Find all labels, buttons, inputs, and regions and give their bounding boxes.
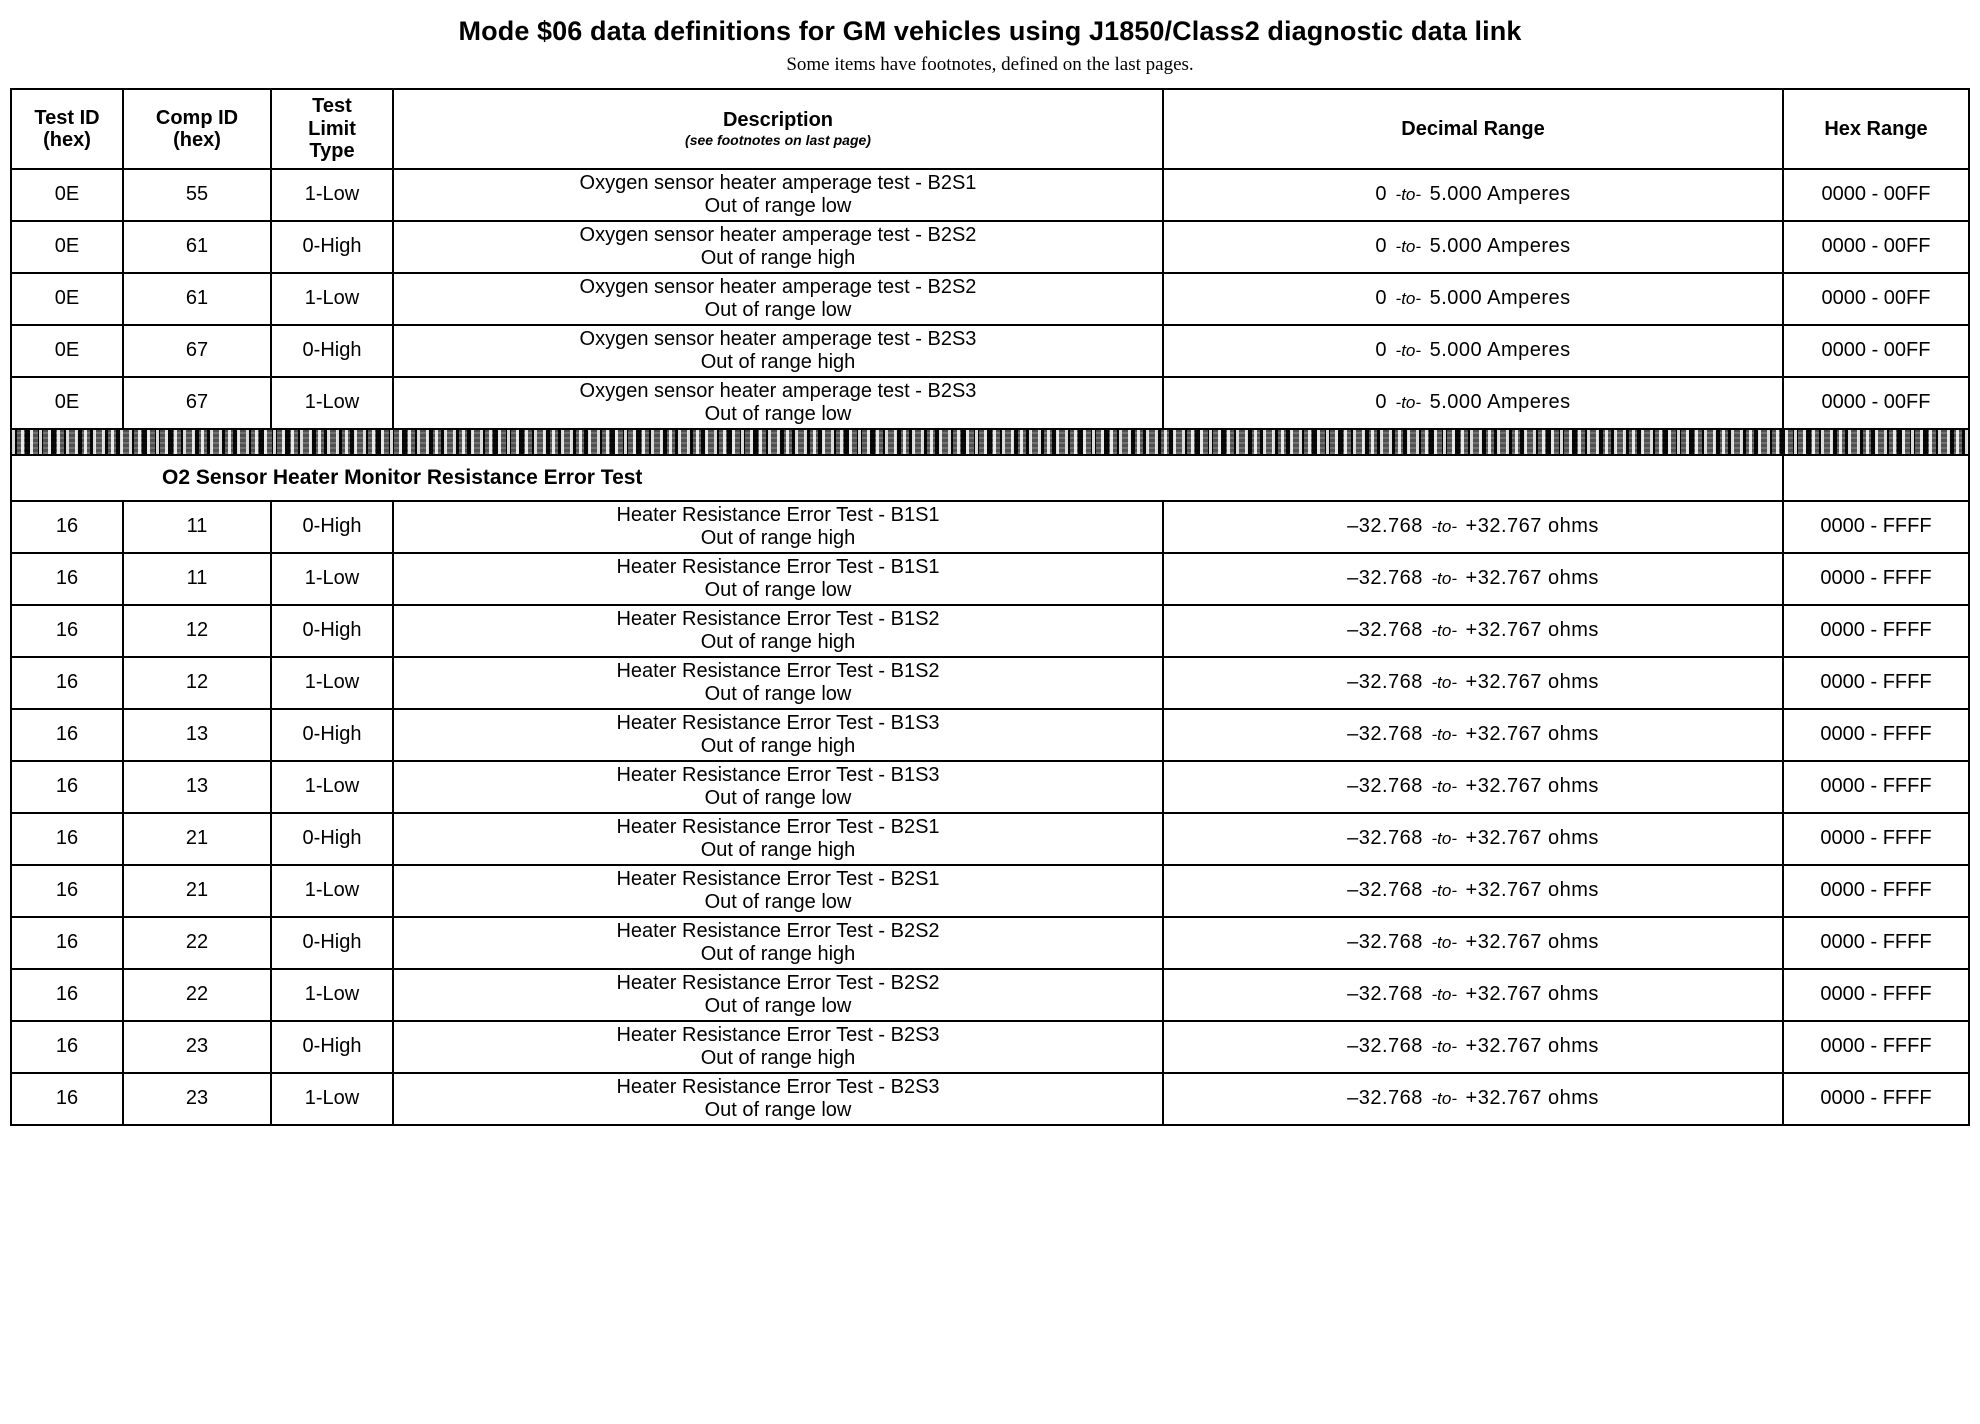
table-row [11, 273, 1969, 325]
decimal-range-high: +32.767 ohms [1465, 1087, 1599, 1110]
table-row [11, 709, 1969, 761]
decimal-range-high: +32.767 ohms [1465, 567, 1599, 590]
description-line-2: Out of range low [704, 579, 852, 601]
table-row [11, 917, 1969, 969]
section-header-empty-cell [1783, 455, 1969, 501]
table-row [11, 761, 1969, 813]
table-row [11, 605, 1969, 657]
cell-description [393, 917, 1163, 969]
decimal-range-low: –32.768 [1347, 671, 1423, 694]
cell-decimal-range [1163, 325, 1783, 377]
description-line-2: Out of range high [700, 1047, 856, 1069]
description-line-2: Out of range low [704, 195, 852, 217]
decimal-range-high: 5.000 Amperes [1429, 391, 1571, 414]
description-line-2: Out of range low [704, 1099, 852, 1121]
cell-test-id: 0E [11, 273, 123, 325]
cell-comp-id: 11 [123, 501, 271, 553]
table-row [11, 969, 1969, 1021]
cell-decimal-range [1163, 377, 1783, 429]
cell-description [393, 761, 1163, 813]
decimal-range-low: –32.768 [1347, 1035, 1423, 1058]
description-line-2: Out of range low [704, 891, 852, 913]
cell-decimal-range [1163, 917, 1783, 969]
cell-description [393, 969, 1163, 1021]
cell-test-id: 0E [11, 377, 123, 429]
decimal-range-separator: -to- [1431, 517, 1457, 537]
cell-comp-id: 21 [123, 865, 271, 917]
table-row [11, 865, 1969, 917]
description-line-1: Heater Resistance Error Test - B2S1 [616, 815, 940, 838]
decimal-range-low: –32.768 [1347, 879, 1423, 902]
cell-comp-id: 12 [123, 605, 271, 657]
cell-comp-id: 55 [123, 169, 271, 221]
description-line-1: Oxygen sensor heater amperage test - B2S2 [579, 223, 977, 246]
decimal-range-separator: -to- [1431, 621, 1457, 641]
cell-test-id: 16 [11, 553, 123, 605]
cell-test-id: 16 [11, 865, 123, 917]
cell-hex-range: 0000 - FFFF [1783, 761, 1969, 813]
cell-comp-id: 22 [123, 917, 271, 969]
cell-hex-range: 0000 - FFFF [1783, 709, 1969, 761]
description-line-1: Heater Resistance Error Test - B2S2 [616, 971, 940, 994]
table-header-row [11, 89, 1969, 169]
description-line-2: Out of range low [704, 299, 852, 321]
decimal-range-separator: -to- [1431, 829, 1457, 849]
description-line-1: Heater Resistance Error Test - B2S1 [616, 867, 940, 890]
description-line-1: Heater Resistance Error Test - B1S1 [616, 555, 940, 578]
description-line-1: Heater Resistance Error Test - B2S3 [616, 1075, 940, 1098]
description-line-1: Oxygen sensor heater amperage test - B2S3 [579, 327, 977, 350]
cell-test-limit-type: 1-Low [271, 169, 393, 221]
cell-decimal-range [1163, 221, 1783, 273]
cell-test-id: 16 [11, 1073, 123, 1125]
cell-decimal-range [1163, 709, 1783, 761]
description-line-1: Oxygen sensor heater amperage test - B2S3 [579, 379, 977, 402]
decimal-range-separator: -to- [1431, 933, 1457, 953]
cell-comp-id: 23 [123, 1073, 271, 1125]
cell-test-limit-type: 1-Low [271, 553, 393, 605]
cell-description [393, 657, 1163, 709]
cell-hex-range: 0000 - FFFF [1783, 813, 1969, 865]
decimal-range-low: –32.768 [1347, 567, 1423, 590]
description-line-1: Heater Resistance Error Test - B1S3 [616, 763, 940, 786]
description-line-1: Oxygen sensor heater amperage test - B2S2 [579, 275, 977, 298]
decimal-range-separator: -to- [1431, 881, 1457, 901]
cell-test-id: 16 [11, 813, 123, 865]
table-row [11, 553, 1969, 605]
section-header-row [11, 455, 1969, 501]
cell-test-limit-type: 0-High [271, 709, 393, 761]
decimal-range-low: –32.768 [1347, 775, 1423, 798]
decimal-range-separator: -to- [1431, 777, 1457, 797]
decimal-range-low: 0 [1375, 287, 1387, 310]
description-line-2: Out of range low [704, 787, 852, 809]
decimal-range-high: +32.767 ohms [1465, 775, 1599, 798]
cell-description [393, 1021, 1163, 1073]
decimal-range-high: 5.000 Amperes [1429, 339, 1571, 362]
cell-test-id: 16 [11, 917, 123, 969]
column-header-test-id-unit: (hex) [43, 129, 91, 151]
description-line-2: Out of range low [704, 403, 852, 425]
cell-hex-range: 0000 - 00FF [1783, 169, 1969, 221]
decimal-range-high: +32.767 ohms [1465, 931, 1599, 954]
description-line-2: Out of range high [700, 247, 856, 269]
column-header-description [393, 89, 1163, 169]
table-row [11, 169, 1969, 221]
table-body [11, 169, 1969, 1125]
cell-hex-range: 0000 - 00FF [1783, 377, 1969, 429]
decimal-range-low: –32.768 [1347, 619, 1423, 642]
decimal-range-high: +32.767 ohms [1465, 1035, 1599, 1058]
column-header-hex-range [1783, 89, 1969, 169]
cell-decimal-range [1163, 761, 1783, 813]
column-header-limit-line1: Test [312, 95, 352, 118]
description-line-2: Out of range low [704, 683, 852, 705]
section-header-label: O2 Sensor Heater Monitor Resistance Error Test [162, 465, 643, 489]
table-row [11, 501, 1969, 553]
cell-test-id: 16 [11, 761, 123, 813]
table-row [11, 1073, 1969, 1125]
table-row [11, 377, 1969, 429]
decimal-range-low: 0 [1375, 391, 1387, 414]
cell-description [393, 273, 1163, 325]
column-header-decimal-range [1163, 89, 1783, 169]
description-line-2: Out of range high [700, 839, 856, 861]
decimal-range-separator: -to- [1431, 985, 1457, 1005]
column-header-comp-id-label: Comp ID [155, 106, 239, 129]
table-row [11, 1021, 1969, 1073]
decimal-range-high: +32.767 ohms [1465, 723, 1599, 746]
description-line-1: Heater Resistance Error Test - B2S3 [616, 1023, 940, 1046]
column-header-comp-id-unit: (hex) [173, 129, 221, 151]
cell-decimal-range [1163, 273, 1783, 325]
description-line-2: Out of range low [704, 995, 852, 1017]
cell-decimal-range [1163, 813, 1783, 865]
description-line-1: Heater Resistance Error Test - B1S3 [616, 711, 940, 734]
cell-hex-range: 0000 - FFFF [1783, 605, 1969, 657]
table-row [11, 657, 1969, 709]
decimal-range-high: 5.000 Amperes [1429, 183, 1571, 206]
decimal-range-low: 0 [1375, 339, 1387, 362]
cell-comp-id: 22 [123, 969, 271, 1021]
decimal-range-high: +32.767 ohms [1465, 619, 1599, 642]
cell-test-id: 0E [11, 169, 123, 221]
description-line-2: Out of range high [700, 527, 856, 549]
cell-description [393, 221, 1163, 273]
decimal-range-high: 5.000 Amperes [1429, 235, 1571, 258]
description-line-2: Out of range high [700, 943, 856, 965]
column-header-description-note: (see footnotes on last page) [685, 131, 871, 148]
decimal-range-separator: -to- [1395, 289, 1422, 309]
decimal-range-separator: -to- [1431, 569, 1457, 589]
description-line-1: Heater Resistance Error Test - B1S2 [616, 659, 940, 682]
description-line-2: Out of range high [700, 631, 856, 653]
column-header-decimal-range-label: Decimal Range [1401, 117, 1545, 140]
table-row [11, 813, 1969, 865]
cell-test-limit-type: 0-High [271, 813, 393, 865]
cell-test-id: 0E [11, 221, 123, 273]
cell-hex-range: 0000 - FFFF [1783, 917, 1969, 969]
column-header-test-id-label: Test ID [34, 106, 100, 129]
cell-description [393, 553, 1163, 605]
cell-test-limit-type: 1-Low [271, 969, 393, 1021]
cell-description [393, 325, 1163, 377]
decimal-range-separator: -to- [1395, 341, 1422, 361]
decimal-range-low: –32.768 [1347, 1087, 1423, 1110]
decimal-range-low: 0 [1375, 235, 1387, 258]
cell-decimal-range [1163, 605, 1783, 657]
cell-hex-range: 0000 - FFFF [1783, 657, 1969, 709]
cell-hex-range: 0000 - 00FF [1783, 273, 1969, 325]
cell-test-limit-type: 0-High [271, 1021, 393, 1073]
cell-comp-id: 13 [123, 761, 271, 813]
cell-decimal-range [1163, 553, 1783, 605]
decimal-range-low: –32.768 [1347, 983, 1423, 1006]
decimal-range-separator: -to- [1395, 393, 1422, 413]
cell-hex-range: 0000 - FFFF [1783, 1021, 1969, 1073]
cell-description [393, 1073, 1163, 1125]
decimal-range-high: +32.767 ohms [1465, 879, 1599, 902]
cell-hex-range: 0000 - 00FF [1783, 221, 1969, 273]
cell-test-limit-type: 1-Low [271, 377, 393, 429]
cell-test-id: 16 [11, 1021, 123, 1073]
decimal-range-high: +32.767 ohms [1465, 515, 1599, 538]
cell-comp-id: 23 [123, 1021, 271, 1073]
cell-test-id: 16 [11, 501, 123, 553]
cell-test-limit-type: 1-Low [271, 657, 393, 709]
decimal-range-low: –32.768 [1347, 723, 1423, 746]
section-header-label-cell [11, 455, 1783, 501]
column-header-description-label: Description [722, 109, 834, 132]
cell-decimal-range [1163, 969, 1783, 1021]
cell-decimal-range [1163, 1021, 1783, 1073]
cell-description [393, 605, 1163, 657]
description-line-1: Heater Resistance Error Test - B1S2 [616, 607, 940, 630]
page-subtitle: Some items have footnotes, defined on the last pages. [786, 54, 1194, 75]
description-line-1: Oxygen sensor heater amperage test - B2S1 [579, 171, 977, 194]
table-row [11, 221, 1969, 273]
cell-comp-id: 61 [123, 221, 271, 273]
cell-hex-range: 0000 - 00FF [1783, 325, 1969, 377]
cell-comp-id: 67 [123, 325, 271, 377]
decimal-range-low: –32.768 [1347, 931, 1423, 954]
cell-comp-id: 67 [123, 377, 271, 429]
cell-test-limit-type: 0-High [271, 917, 393, 969]
decimal-range-high: 5.000 Amperes [1429, 287, 1571, 310]
column-header-limit-line3: Type [309, 140, 355, 163]
decimal-range-separator: -to- [1431, 725, 1457, 745]
cell-test-id: 0E [11, 325, 123, 377]
cell-test-limit-type: 1-Low [271, 273, 393, 325]
cell-test-limit-type: 0-High [271, 325, 393, 377]
cell-test-id: 16 [11, 605, 123, 657]
decimal-range-high: +32.767 ohms [1465, 983, 1599, 1006]
mode06-definitions-table [10, 88, 1970, 1126]
decimal-range-low: –32.768 [1347, 827, 1423, 850]
cell-decimal-range [1163, 169, 1783, 221]
cell-description [393, 865, 1163, 917]
cell-test-limit-type: 1-Low [271, 761, 393, 813]
document-page [0, 16, 1980, 1424]
cell-test-id: 16 [11, 969, 123, 1021]
scan-artifact-band [11, 429, 1969, 455]
decimal-range-low: 0 [1375, 183, 1387, 206]
cell-test-limit-type: 0-High [271, 501, 393, 553]
cell-test-limit-type: 1-Low [271, 1073, 393, 1125]
cell-hex-range: 0000 - FFFF [1783, 501, 1969, 553]
decimal-range-separator: -to- [1431, 1037, 1457, 1057]
decimal-range-high: +32.767 ohms [1465, 827, 1599, 850]
cell-comp-id: 21 [123, 813, 271, 865]
cell-hex-range: 0000 - FFFF [1783, 969, 1969, 1021]
cell-hex-range: 0000 - FFFF [1783, 1073, 1969, 1125]
cell-hex-range: 0000 - FFFF [1783, 865, 1969, 917]
cell-test-id: 16 [11, 709, 123, 761]
table-header [11, 89, 1969, 169]
cell-decimal-range [1163, 501, 1783, 553]
description-line-2: Out of range high [700, 351, 856, 373]
cell-decimal-range [1163, 1073, 1783, 1125]
cell-comp-id: 12 [123, 657, 271, 709]
decimal-range-separator: -to- [1431, 673, 1457, 693]
cell-comp-id: 61 [123, 273, 271, 325]
description-line-1: Heater Resistance Error Test - B1S1 [616, 503, 940, 526]
column-header-test-limit-type [271, 89, 393, 169]
scan-artifact-separator [11, 429, 1969, 455]
cell-test-limit-type: 0-High [271, 221, 393, 273]
description-line-1: Heater Resistance Error Test - B2S2 [616, 919, 940, 942]
cell-comp-id: 13 [123, 709, 271, 761]
decimal-range-high: +32.767 ohms [1465, 671, 1599, 694]
cell-description [393, 169, 1163, 221]
cell-description [393, 709, 1163, 761]
decimal-range-low: –32.768 [1347, 515, 1423, 538]
column-header-test-id [11, 89, 123, 169]
column-header-hex-range-label: Hex Range [1824, 117, 1928, 140]
cell-test-limit-type: 0-High [271, 605, 393, 657]
table-row [11, 325, 1969, 377]
description-line-2: Out of range high [700, 735, 856, 757]
cell-description [393, 377, 1163, 429]
cell-decimal-range [1163, 865, 1783, 917]
page-title: Mode $06 data definitions for GM vehicles using J1850/Class2 diagnostic data link [458, 16, 1522, 46]
cell-test-limit-type: 1-Low [271, 865, 393, 917]
cell-description [393, 813, 1163, 865]
decimal-range-separator: -to- [1395, 237, 1422, 257]
cell-test-id: 16 [11, 657, 123, 709]
decimal-range-separator: -to- [1431, 1089, 1457, 1109]
decimal-range-separator: -to- [1395, 185, 1422, 205]
column-header-comp-id [123, 89, 271, 169]
cell-comp-id: 11 [123, 553, 271, 605]
column-header-limit-line2: Limit [308, 117, 356, 140]
cell-hex-range: 0000 - FFFF [1783, 553, 1969, 605]
cell-decimal-range [1163, 657, 1783, 709]
cell-description [393, 501, 1163, 553]
